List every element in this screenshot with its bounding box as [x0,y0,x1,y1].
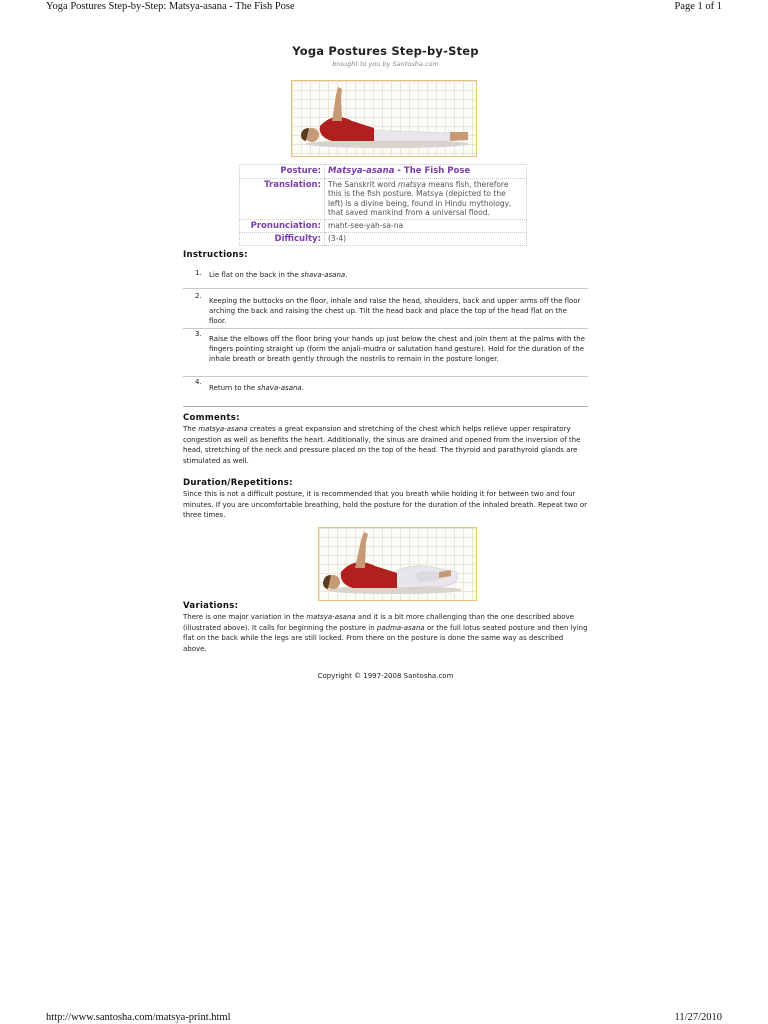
fish-pose-photo [291,80,477,157]
step-number: 4. [195,378,202,386]
variations-text-italic-2: padma-asana [376,623,425,632]
difficulty-label: Difficulty: [240,232,325,245]
fish-pose-lotus-variation-photo [318,527,477,601]
instruction-step [183,291,588,329]
pronunciation-value: maht-see-yah-sa-na [325,219,527,232]
difficulty-value: (3-4) [325,232,527,245]
translation-label: Translation: [240,178,325,219]
step-text: Raise the elbows off the floor bring your hands up just below the chest and join them at the palms with the fingers pointing straight up (form the anjali-mudra or salutation hand gesture). Hold for the duration of the inhale breath or breath gently through the nostrils to remain in the posture longer. [209,335,585,363]
print-footer [46,1012,722,1023]
duration-heading: Duration/Repetitions: [183,478,293,488]
step-number: 2. [195,292,202,300]
step-text: Lie flat on the back in the [209,271,301,279]
duration-text: Since this is not a difficult posture, it is recommended that you breath while holding it for between two and four minutes. If you are uncomfortable breathing, hold the posture for the duration of the inhaled breath. Repeat two or three times. [183,490,588,519]
step-text-end: . [301,384,304,392]
translation-text-post: means fish, therefore this is the fish posture. Matsya (depicted to the left) is a divine being, found in Hindu mythology, that saved mankind from a universal flood. [328,179,512,217]
posture-label: Posture: [240,165,325,179]
step-number: 3. [195,330,202,338]
translation-value [325,178,527,219]
variations-text-pre: There is one major variation in the [183,613,307,621]
step-text: Return to the [209,384,258,392]
pronunciation-row [240,219,527,232]
variations-text-mid: and it is a bit more challenging than the one described above (illustrated above). It calls for beginning the posture in [183,613,575,632]
site-title: Yoga Postures Step-by-Step [292,44,479,58]
step-text: Keeping the buttocks on the floor, inhale and raise the head, shoulders, back and upper arms off the floor arching the back and raising the chest up. Tilt the head back and place the top of the head flat on the floor. [209,297,581,325]
variations-heading: Variations: [183,601,239,611]
print-header [46,1,722,12]
step-text-end: . [345,271,348,279]
posture-info-table [239,164,527,246]
print-footer-url[interactable]: http://www.santosha.com/matsya-print.html [46,1012,231,1023]
instruction-step [183,268,588,289]
comments-text-pre: The [183,425,199,433]
instruction-steps [183,268,588,397]
variations-text-italic: matsya-asana [306,613,356,621]
site-subtitle: brought to you by Santosha.com [332,60,439,68]
comments-text [183,424,588,466]
comments-text-post: creates a great expansion and stretching of the chest which helps relieve upper respiratory congestion as well as benefits the heart. Additionally, the sinus are drained and opened from the inversion of the head, stretching of the neck and pressure placed on the top of the head. The thyroid and parathyroid glands are stimulated as well. [183,425,581,465]
translation-text-pre: The Sanskrit word [328,179,399,189]
section-divider [183,406,588,407]
translation-row [240,178,527,219]
comments-text-italic: matsya-asana [198,425,248,433]
print-footer-date: 11/27/2010 [674,1012,722,1023]
posture-row [240,165,527,179]
instructions-heading: Instructions: [183,250,248,260]
step-text-italic: shava-asana [257,384,302,392]
comments-heading: Comments: [183,413,240,423]
posture-english: - The Fish Pose [394,166,471,176]
pronunciation-label: Pronunciation: [240,219,325,232]
difficulty-row [240,232,527,245]
posture-sanskrit: Matsya-asana [328,166,395,176]
instruction-step [183,329,588,377]
posture-value [325,165,527,179]
step-number: 1. [195,269,202,277]
print-header-title: Yoga Postures Step-by-Step: Matsya-asana - The Fish Pose [46,1,295,12]
copyright-notice: Copyright © 1997-2008 Santosha.com [317,672,454,680]
variations-text-post: or the full lotus seated posture and then lying flat on the back while the legs are still locked. From there on the posture is done the same way as described above. [183,623,588,653]
print-header-page: Page 1 of 1 [674,1,722,12]
variations-text [183,612,588,654]
step-text-italic: shava-asana [300,271,346,279]
instruction-step [183,377,588,397]
translation-text-italic: matsya [398,179,426,189]
